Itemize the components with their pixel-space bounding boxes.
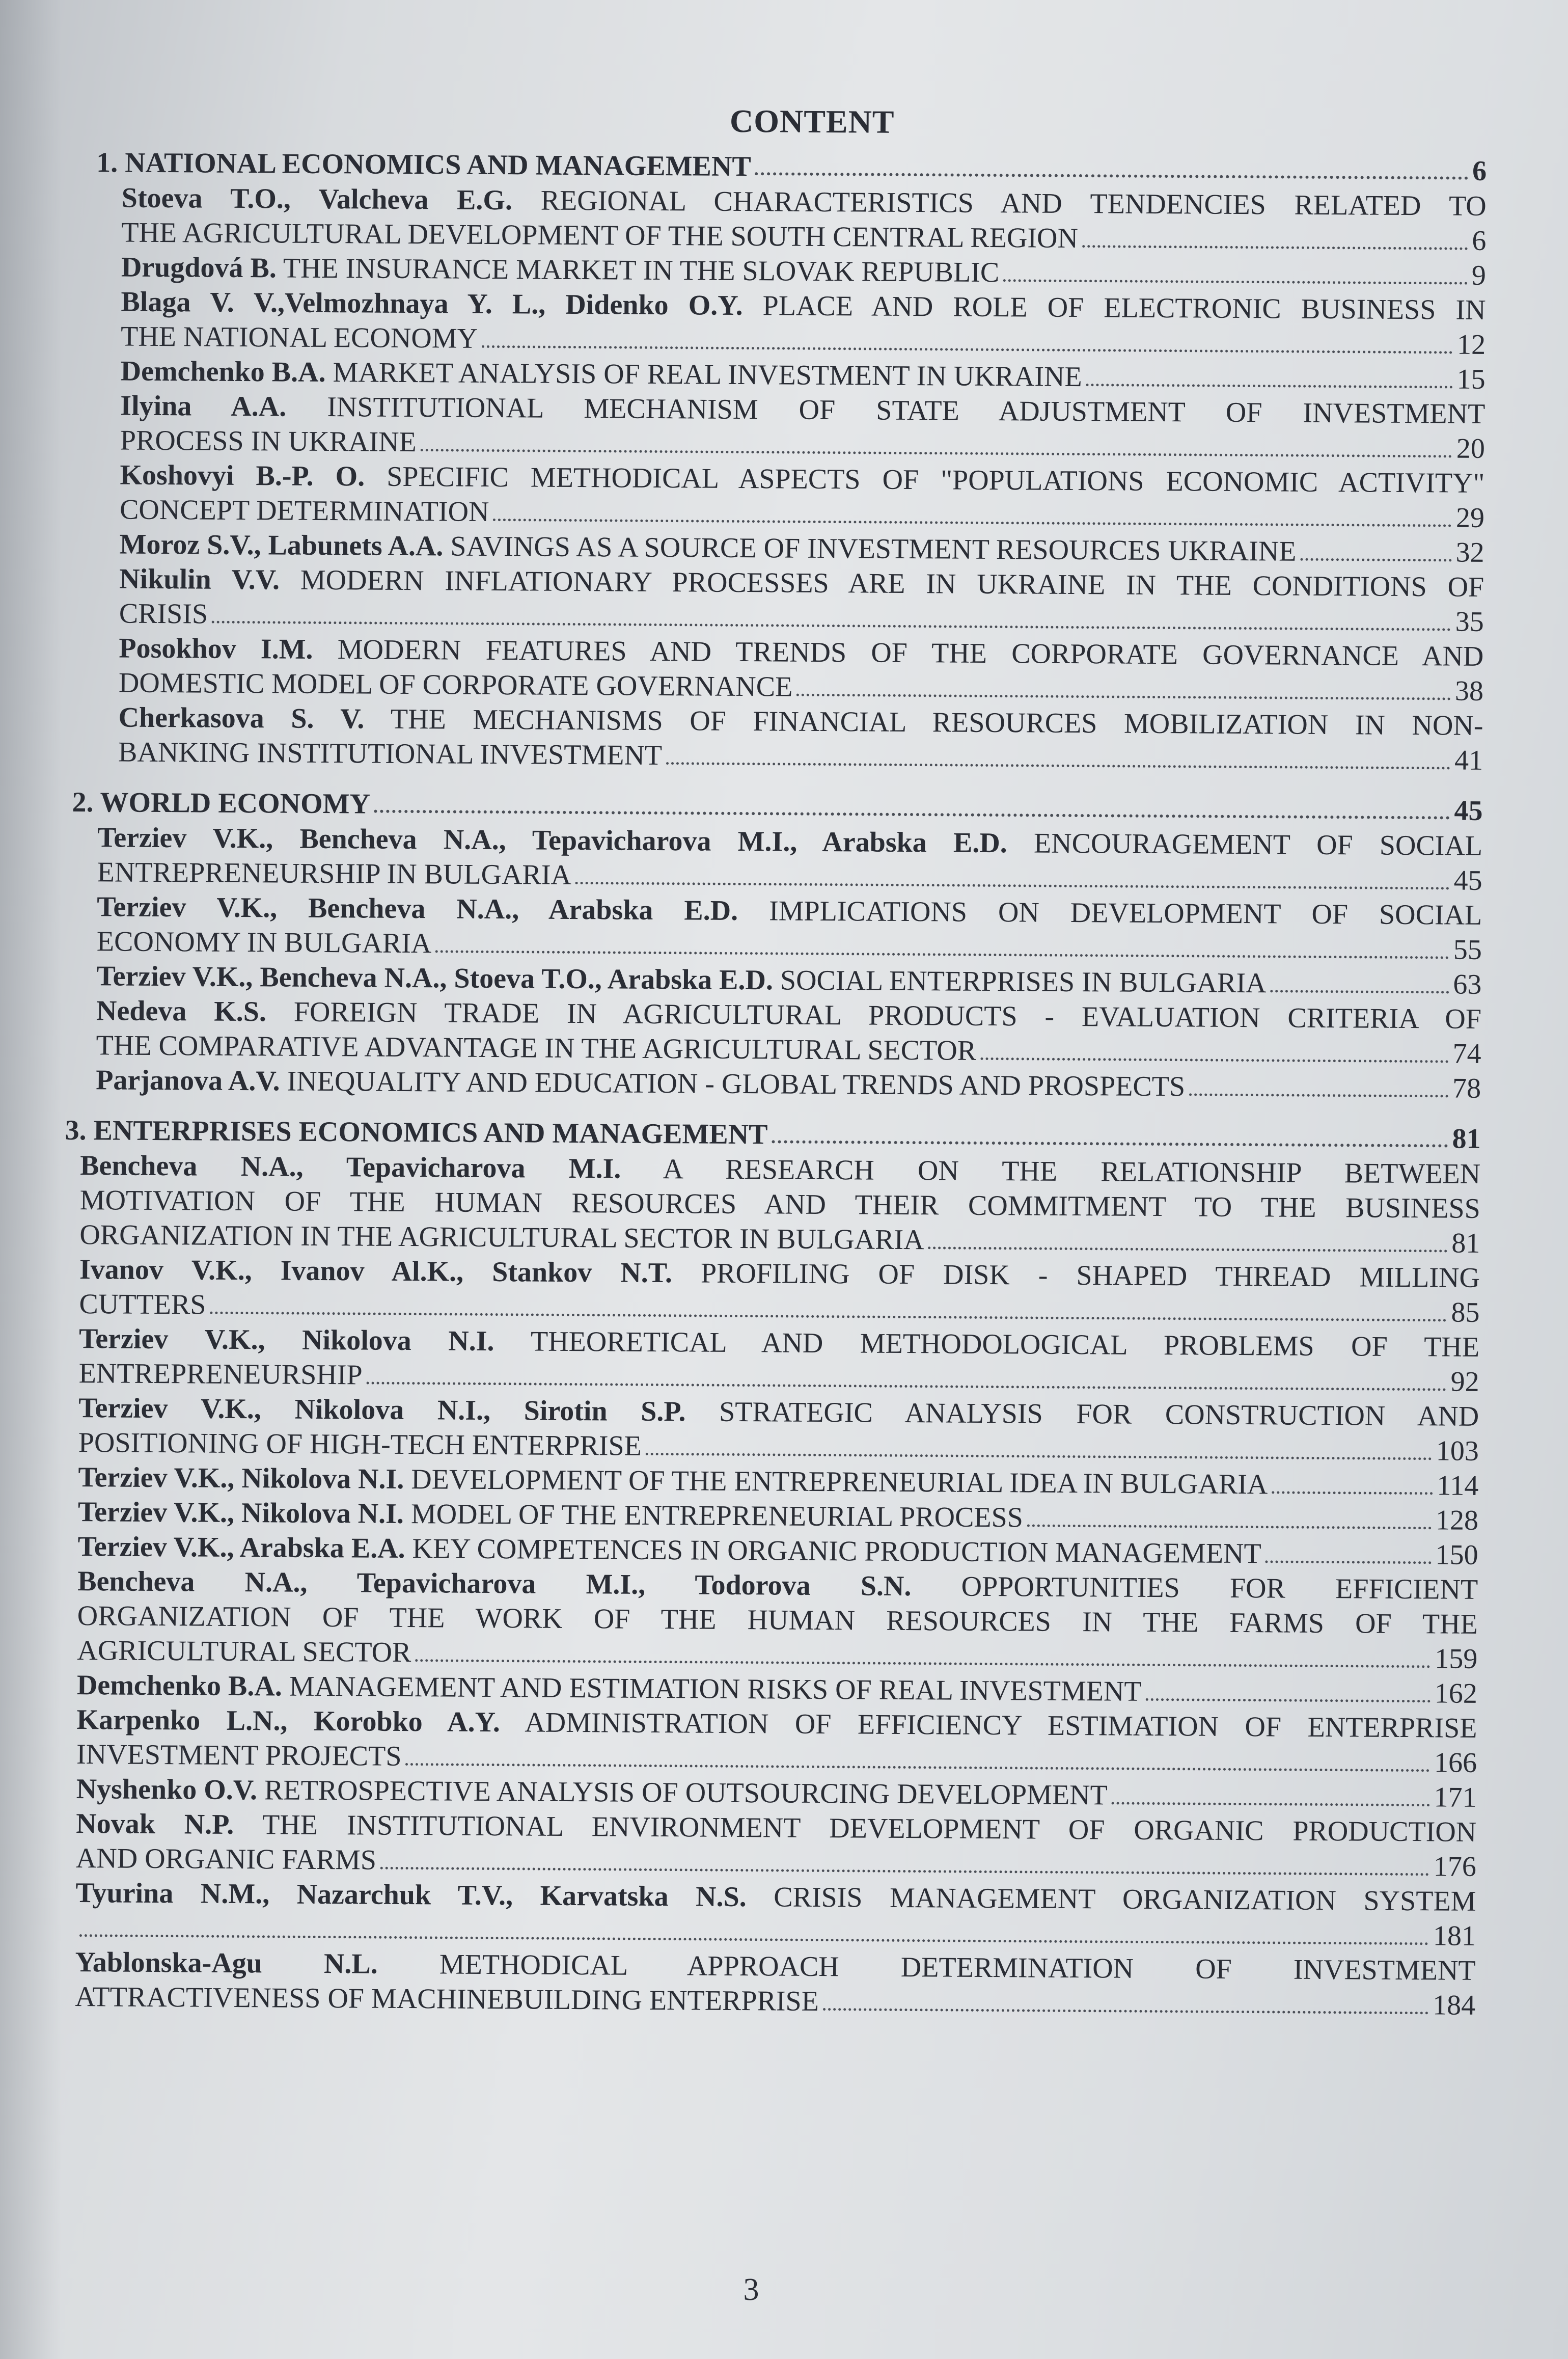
- entry-title-end: CONCEPT DETERMINATION: [119, 494, 489, 528]
- entry-title-start: THE INSTITUTIONAL ENVIRONMENT DEVELOPMENT OF ORGANIC PRODUCTION: [262, 1809, 1477, 1848]
- entry-page-number: 162: [1434, 1677, 1478, 1710]
- entry-title-start: CRISIS MANAGEMENT ORGANIZATION SYSTEM: [774, 1881, 1476, 1917]
- entry-title-end: ENTREPRENEURSHIP: [78, 1358, 363, 1391]
- toc-entry: [78, 1321, 1479, 1399]
- entry-page-number: 29: [1455, 502, 1485, 534]
- entry-authors: Terziev V.K., Nikolova N.I.: [78, 1461, 404, 1495]
- dot-leader: [1027, 1524, 1432, 1529]
- entry-title-start: PROFILING OF DISK - SHAPED THREAD MILLING: [700, 1257, 1480, 1294]
- entry-page-number: 181: [1433, 1920, 1476, 1952]
- dot-leader: [575, 882, 1450, 889]
- dot-leader: [666, 762, 1450, 769]
- toc-entry: [121, 181, 1487, 258]
- entry-authors: Nedeva K.S.: [96, 995, 267, 1028]
- entry-title-start: REGIONAL CHARACTERISTICS AND TENDENCIES RELATED TO: [540, 184, 1487, 222]
- section-page-number: 6: [1472, 155, 1487, 187]
- entry-title-end: THE COMPARATIVE ADVANTAGE IN THE AGRICULTURAL SECTOR: [96, 1029, 977, 1067]
- dot-leader: [1145, 1698, 1430, 1702]
- dot-leader: [1272, 1491, 1433, 1495]
- entry-text: [121, 250, 1000, 290]
- entry-page-number: 176: [1433, 1851, 1477, 1883]
- dot-leader: [405, 1763, 1430, 1772]
- entry-authors: Posokhov I.M.: [119, 632, 313, 665]
- entry-page-number: 159: [1435, 1643, 1478, 1675]
- dot-leader: [1266, 1560, 1432, 1564]
- entry-authors: Terziev V.K., Nikolova N.I., Sirotin S.P.: [78, 1392, 686, 1428]
- toc-entry: [79, 1148, 1480, 1261]
- dot-leader: [435, 950, 1449, 959]
- dot-leader: [1189, 1093, 1448, 1097]
- dot-leader: [980, 1058, 1448, 1063]
- entry-title-end: THE AGRICULTURAL DEVELOPMENT OF THE SOUTH CENTRAL REGION: [121, 216, 1079, 255]
- entry-title-end: INVESTMENT PROJECTS: [76, 1739, 402, 1772]
- entry-page-number: 20: [1456, 432, 1486, 465]
- toc-entry: [120, 389, 1486, 466]
- entry-title-start: OPPORTUNITIES FOR EFFICIENT: [961, 1570, 1478, 1606]
- dot-leader: [928, 1246, 1447, 1252]
- entry-title-end: AGRICULTURAL SECTOR: [77, 1635, 411, 1669]
- entry-title-end: ATTRACTIVENESS OF MACHINEBUILDING ENTERPRISE: [75, 1981, 819, 2017]
- entry-title: THE INSURANCE MARKET IN THE SLOVAK REPUBLIC: [283, 252, 1000, 289]
- toc-entry: [118, 700, 1483, 778]
- dot-leader: [380, 1867, 1429, 1876]
- entry-authors: Terziev V.K., Bencheva N.A., Arabska E.D.: [97, 891, 738, 927]
- section-title: 2. WORLD ECONOMY: [72, 786, 371, 820]
- entry-authors: Terziev V.K., Bencheva N.A., Stoeva T.O., Arabska E.D.: [96, 960, 774, 996]
- entry-page-number: 103: [1436, 1435, 1479, 1467]
- entry-authors: Moroz S.V., Labunets A.A.: [119, 528, 444, 562]
- dot-leader: [212, 621, 1451, 631]
- entry-title: MODEL OF THE ENTREPRENEURIAL PROCESS: [410, 1498, 1024, 1534]
- dot-leader: [1086, 384, 1453, 388]
- entry-title-start: MODERN FEATURES AND TRENDS OF THE CORPORATE GOVERNANCE AND: [337, 634, 1484, 672]
- section-title: 1. NATIONAL ECONOMICS AND MANAGEMENT: [96, 147, 751, 183]
- entry-page-number: 45: [1453, 864, 1482, 897]
- toc-entry: [75, 1876, 1476, 1954]
- entry-page-number: 41: [1454, 744, 1483, 776]
- dot-leader: [1270, 990, 1449, 993]
- toc-entry: [121, 285, 1486, 362]
- entry-page-number: 85: [1451, 1296, 1480, 1328]
- dot-leader: [79, 1934, 1429, 1945]
- dot-leader: [367, 1382, 1447, 1391]
- entry-authors: Bencheva N.A., Tepavicharova M.I., Todorova S.N.: [77, 1565, 912, 1603]
- entry-title: RETROSPECTIVE ANALYSIS OF OUTSOURCING DEVELOPMENT: [264, 1774, 1108, 1811]
- entry-authors: Drugdová B.: [121, 251, 277, 284]
- entry-title: MANAGEMENT AND ESTIMATION RISKS OF REAL INVESTMENT: [289, 1670, 1142, 1707]
- entry-title-end: POSITIONING OF HIGH-TECH ENTERPRISE: [78, 1427, 642, 1462]
- entry-authors: Terziev V.K., Bencheva N.A., Tepavicharova M.I., Arabska E.D.: [97, 822, 1007, 859]
- entry-title-end: ECONOMY IN BULGARIA: [96, 926, 432, 960]
- entry-title-end: CUTTERS: [79, 1288, 206, 1321]
- dot-leader: [823, 2008, 1428, 2014]
- entry-authors: Terziev V.K., Nikolova N.I.: [77, 1496, 404, 1530]
- entry-authors: Koshovyi B.-P. O.: [120, 459, 365, 493]
- page-number: 3: [743, 2272, 759, 2307]
- entry-title-end: ENTREPRENEURSHIP IN BULGARIA: [97, 856, 572, 891]
- entry-page-number: 74: [1452, 1038, 1481, 1070]
- entry-title: INEQUALITY AND EDUCATION - GLOBAL TRENDS AND PROSPECTS: [287, 1065, 1186, 1103]
- entry-authors: Tyurina N.M., Nazarchuk T.V., Karvatska N.S.: [75, 1877, 747, 1913]
- entry-authors: Ivanov V.K., Ivanov Al.K., Stankov N.T.: [79, 1254, 673, 1289]
- toc-entry: [79, 1252, 1480, 1330]
- entry-authors: Bencheva N.A., Tepavicharova M.I.: [79, 1150, 621, 1185]
- toc-entry: [97, 820, 1482, 898]
- entry-page-number: 9: [1471, 259, 1487, 291]
- entry-page-number: 81: [1451, 1227, 1480, 1259]
- entry-page-number: 78: [1452, 1072, 1481, 1104]
- entry-authors: Karpenko L.N., Korobko A.Y.: [76, 1704, 501, 1739]
- entry-page-number: 150: [1435, 1539, 1478, 1571]
- entry-title-start: FOREIGN TRADE IN AGRICULTURAL PRODUCTS - EVALUATION CRITERIA OF: [293, 996, 1482, 1035]
- entry-authors: Blaga V. V.,Velmozhnaya Y. L., Didenko O.Y.: [121, 286, 743, 322]
- entry-middle-line: ORGANIZATION OF THE WORK OF THE HUMAN RESOURCES IN THE FARMS OF THE: [77, 1600, 1478, 1640]
- entry-page-number: 184: [1432, 1989, 1476, 2021]
- entry-title-start: ENCOURAGEMENT OF SOCIAL: [1033, 827, 1483, 862]
- toc-entry: [97, 889, 1482, 967]
- entry-page-number: 15: [1456, 363, 1486, 395]
- dot-leader: [796, 694, 1451, 700]
- entry-title-end: PROCESS IN UKRAINE: [120, 424, 417, 458]
- entry-page-number: 55: [1453, 934, 1482, 966]
- toc-entry: [76, 1806, 1477, 1884]
- section-page-number: 81: [1452, 1123, 1481, 1155]
- entry-title: DEVELOPMENT OF THE ENTREPRENEURIAL IDEA IN BULGARIA: [411, 1463, 1268, 1501]
- entry-title-start: PLACE AND ROLE OF ELECTRONIC BUSINESS IN: [762, 290, 1486, 326]
- entry-title-end: BANKING INSTITUTIONAL INVESTMENT: [118, 736, 663, 772]
- entry-title: KEY COMPETENCES IN ORGANIC PRODUCTION MANAGEMENT: [412, 1533, 1261, 1570]
- section-title: 3. ENTERPRISES ECONOMICS AND MANAGEMENT: [65, 1114, 768, 1151]
- entry-title-start: INSTITUTIONAL MECHANISM OF STATE ADJUSTMENT OF INVESTMENT: [327, 391, 1486, 430]
- entry-authors: Demchenko B.A.: [76, 1669, 283, 1702]
- entry-title: SAVINGS AS A SOURCE OF INVESTMENT RESOURCES UKRAINE: [450, 530, 1297, 567]
- dot-leader: [1112, 1802, 1430, 1806]
- dot-leader: [421, 449, 1452, 457]
- toc-entry: [96, 993, 1481, 1071]
- entry-page-number: 32: [1455, 536, 1484, 568]
- entry-title: MARKET ANALYSIS OF REAL INVESTMENT IN UKRAINE: [333, 357, 1082, 393]
- dot-leader: [415, 1659, 1431, 1668]
- entry-page-number: 38: [1454, 675, 1484, 707]
- toc-entry: [77, 1564, 1478, 1676]
- dot-leader: [755, 172, 1469, 180]
- entry-page-number: 114: [1437, 1470, 1479, 1502]
- entry-title-start: STRATEGIC ANALYSIS FOR CONSTRUCTION AND: [719, 1396, 1479, 1432]
- dot-leader: [1003, 279, 1468, 285]
- entry-authors: Nyshenko O.V.: [76, 1773, 258, 1806]
- dot-leader: [210, 1312, 1447, 1322]
- entry-text: [96, 1063, 1185, 1104]
- entry-title-start: MODERN INFLATIONARY PROCESSES ARE IN UKRAINE IN THE CONDITIONS OF: [300, 564, 1484, 603]
- entry-title-start: THE MECHANISMS OF FINANCIAL RESOURCES MOBILIZATION IN NON-: [390, 703, 1483, 742]
- table-of-contents: [65, 97, 1487, 2023]
- entry-title-start: SPECIFIC METHODICAL ASPECTS OF "POPULATIONS ECONOMIC ACTIVITY": [387, 460, 1485, 499]
- entry-authors: Terziev V.K., Nikolova N.I.: [78, 1323, 494, 1358]
- page-title: CONTENT: [729, 102, 895, 140]
- toc-entry: [78, 1391, 1479, 1469]
- entry-authors: Ilyina A.A.: [120, 390, 287, 423]
- dot-leader: [482, 345, 1453, 354]
- entry-authors: Novak N.P.: [76, 1808, 234, 1840]
- dot-leader: [646, 1453, 1432, 1460]
- entry-title-end: AND ORGANIC FARMS: [75, 1842, 377, 1876]
- entry-page-number: 128: [1435, 1504, 1479, 1536]
- toc-entry: [119, 562, 1484, 639]
- entry-text: [77, 1668, 1142, 1709]
- entry-authors: Stoeva T.O., Valcheva E.G.: [121, 182, 513, 216]
- entry-text: [121, 354, 1082, 395]
- entry-title-start: IMPLICATIONS ON DEVELOPMENT OF SOCIAL: [768, 895, 1482, 931]
- entry-authors: Cherkasova S. V.: [118, 701, 365, 735]
- entry-text: [78, 1495, 1023, 1535]
- dot-leader: [772, 1140, 1448, 1147]
- entry-title-start: METHODICAL APPROACH DETERMINATION OF INVESTMENT: [439, 1948, 1476, 1987]
- entry-page-number: 171: [1434, 1781, 1477, 1813]
- entry-authors: Yablonska-Agu N.L.: [75, 1946, 378, 1980]
- entry-authors: Parjanova A.V.: [96, 1064, 280, 1097]
- entry-authors: Terziev V.K., Arabska E.A.: [77, 1531, 405, 1564]
- entry-text: [76, 1772, 1108, 1812]
- entry-title-end: CRISIS: [119, 598, 208, 630]
- entry-title-start: THEORETICAL AND METHODOLOGICAL PROBLEMS OF THE: [530, 1325, 1480, 1363]
- entry-middle-line: MOTIVATION OF THE HUMAN RESOURCES AND THEIR COMMITMENT TO THE BUSINESS: [79, 1184, 1480, 1225]
- entry-page-number: 12: [1456, 329, 1486, 361]
- dot-leader: [374, 810, 1450, 820]
- entry-page-number: 63: [1453, 968, 1482, 1000]
- entry-page-number: 6: [1472, 225, 1487, 257]
- entry-authors: Demchenko B.A.: [120, 355, 326, 389]
- entry-page-number: 35: [1455, 606, 1484, 638]
- section-page-number: 45: [1454, 795, 1483, 827]
- toc-entry: [119, 631, 1484, 709]
- toc-entry: [76, 1702, 1477, 1780]
- dot-leader: [1082, 245, 1468, 250]
- entry-title-end: DOMESTIC MODEL OF CORPORATE GOVERNANCE: [118, 667, 793, 703]
- dot-leader: [1300, 558, 1451, 562]
- dot-leader: [493, 519, 1452, 527]
- toc-entry: [75, 1945, 1476, 2023]
- entry-title-start: ADMINISTRATION OF EFFICIENCY ESTIMATION OF ENTERPRISE: [525, 1706, 1477, 1744]
- entry-page-number: 92: [1450, 1366, 1479, 1398]
- entry-title-start: A RESEARCH ON THE RELATIONSHIP BETWEEN: [663, 1153, 1481, 1190]
- entry-title: SOCIAL ENTERPRISES IN BULGARIA: [780, 964, 1267, 999]
- entry-title-end: ORGANIZATION IN THE AGRICULTURAL SECTOR IN BULGARIA: [79, 1219, 924, 1256]
- entry-authors: Nikulin V.V.: [119, 563, 280, 596]
- entry-page-number: 166: [1434, 1747, 1477, 1779]
- entry-title-end: THE NATIONAL ECONOMY: [120, 320, 478, 355]
- toc-entry: [120, 458, 1485, 535]
